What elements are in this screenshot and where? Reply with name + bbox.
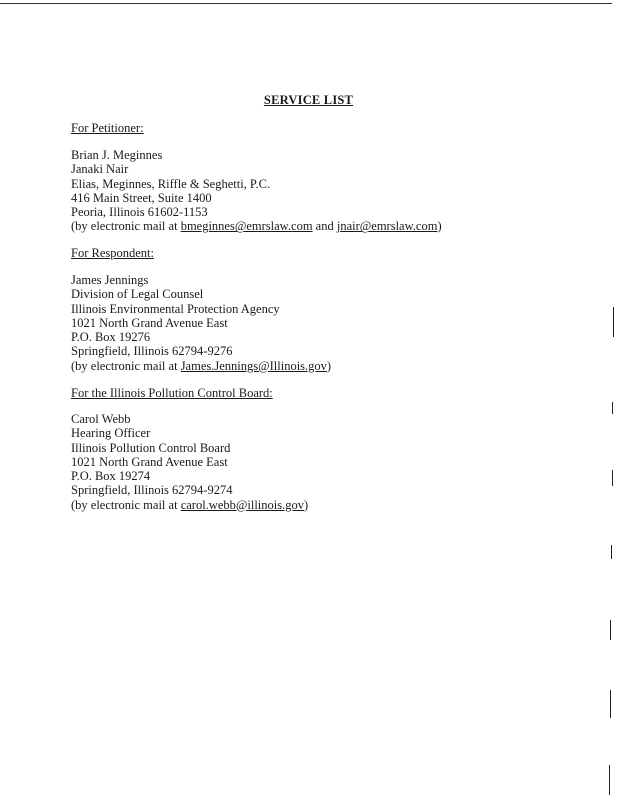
page-title: SERVICE LIST bbox=[263, 93, 354, 107]
scan-mark bbox=[610, 690, 611, 718]
board-address-3: Springfield, Illinois 62794-9274 bbox=[71, 483, 233, 498]
petitioner-email-link-1[interactable]: bmeginnes@emrslaw.com bbox=[180, 219, 313, 234]
respondent-email-line bbox=[71, 359, 331, 373]
petitioner-email-link-2[interactable]: jnair@emrslaw.com bbox=[336, 219, 438, 234]
petitioner-address-1: 416 Main Street, Suite 1400 bbox=[71, 190, 212, 205]
board-heading bbox=[71, 386, 273, 401]
email-join: and bbox=[312, 219, 337, 234]
board-role: Hearing Officer bbox=[71, 426, 151, 441]
board-name: Carol Webb bbox=[71, 412, 131, 426]
board-block bbox=[71, 412, 308, 512]
petitioner-firm: Elias, Meginnes, Riffle & Seghetti, P.C. bbox=[71, 176, 271, 191]
board-heading-rest: Control Board: bbox=[194, 386, 273, 400]
respondent-division: Division of Legal Counsel bbox=[71, 287, 204, 302]
email-prefix: (by electronic mail at bbox=[71, 497, 181, 512]
petitioner-name-2: Janaki Nair bbox=[71, 162, 129, 177]
board-agency: Illinois Pollution Control Board bbox=[71, 440, 231, 455]
scan-mark bbox=[613, 307, 614, 337]
email-suffix: ) bbox=[304, 497, 309, 512]
board-email-line bbox=[71, 498, 308, 512]
respondent-name: James Jennings bbox=[71, 273, 149, 287]
scan-mark bbox=[611, 545, 612, 559]
board-email-link[interactable]: carol.webb@illinois.gov bbox=[180, 497, 304, 512]
scan-mark bbox=[610, 620, 611, 640]
respondent-block bbox=[71, 273, 331, 373]
petitioner-heading: For Petitioner: bbox=[71, 121, 144, 135]
petitioner-block bbox=[71, 148, 442, 234]
email-prefix: (by electronic mail at bbox=[71, 358, 181, 373]
petitioner-name: Brian J. Meginnes bbox=[71, 148, 163, 162]
respondent-address-3: Springfield, Illinois 62794-9276 bbox=[71, 344, 233, 359]
respondent-email-link[interactable]: James.Jennings@Illinois.gov bbox=[180, 358, 327, 373]
email-prefix: (by electronic mail at bbox=[71, 219, 181, 234]
email-suffix: ) bbox=[326, 358, 332, 373]
board-heading-underlined: For the Illinois Pollution bbox=[71, 386, 195, 400]
petitioner-address-2: Peoria, Illinois 61602-1153 bbox=[71, 205, 208, 220]
scan-mark bbox=[612, 402, 613, 414]
respondent-address-2: P.O. Box 19276 bbox=[71, 330, 151, 345]
respondent-agency: Illinois Environmental Protection Agency bbox=[71, 301, 280, 316]
petitioner-email-line bbox=[71, 219, 442, 233]
scan-mark bbox=[612, 470, 613, 486]
board-address-1: 1021 North Grand Avenue East bbox=[71, 454, 228, 469]
respondent-heading: For Respondent: bbox=[71, 246, 154, 260]
top-border-line bbox=[0, 3, 612, 4]
email-suffix: ) bbox=[437, 219, 442, 234]
board-address-2: P.O. Box 19274 bbox=[71, 469, 151, 484]
respondent-address-1: 1021 North Grand Avenue East bbox=[71, 315, 228, 330]
scan-mark bbox=[609, 765, 610, 795]
